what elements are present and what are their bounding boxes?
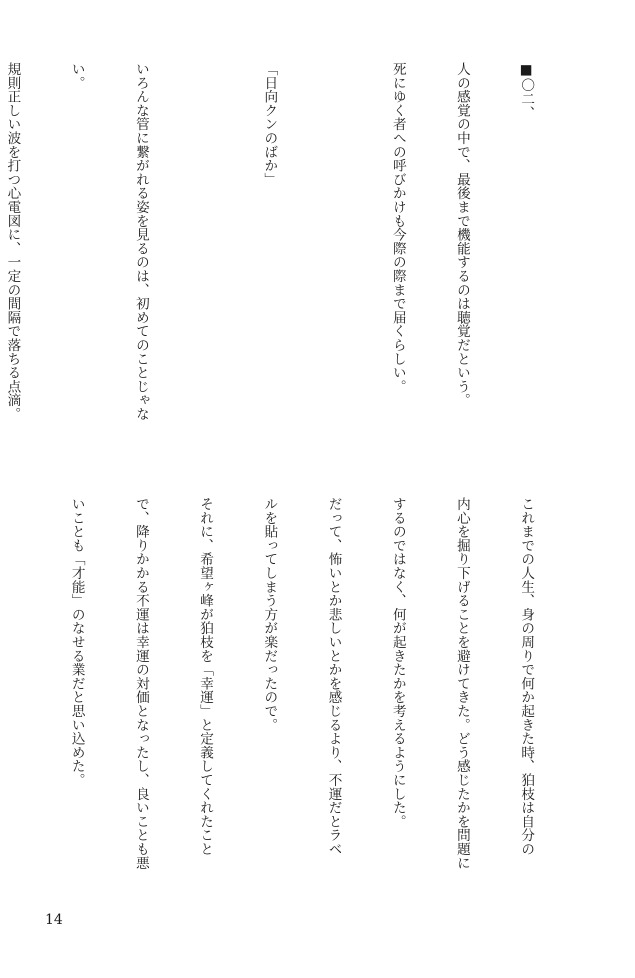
text-line: 死にゆく者への呼びかけも今際の際まで届くらしい。 <box>389 62 406 394</box>
section-heading: ■〇二、 <box>518 62 535 120</box>
text-line: 規則正しい波を打つ心電図に、一定の間隔で落ちる点滴。 <box>4 62 21 421</box>
lower-text-tier <box>49 497 579 892</box>
text-line: いことも「才能」のなせる業だと思い込めた。 <box>68 497 85 787</box>
text-line: するのではなく、何が起きたかを考えるようにした。 <box>389 497 406 829</box>
page-number: 14 <box>45 912 63 928</box>
upper-text-tier <box>4 62 579 457</box>
dialogue-line: 「日向クンのばか」 <box>261 62 278 187</box>
text-line: いろんな管に繋がれる姿を見るのは、初めてのことじゃな <box>132 62 149 421</box>
blank-line <box>1 497 22 892</box>
text-line: それに、希望ヶ峰が狛枝を「幸運」と定義してくれたこと <box>197 497 214 856</box>
text-line: ルを貼ってしまう方が楽だったので。 <box>261 497 278 732</box>
text-line: これまでの人生、身の周りで何か起きた時、狛枝は自分の <box>518 497 535 856</box>
text-line: 人の感覚の中で、最後まで機能するのは聴覚だという。 <box>453 62 470 407</box>
text-line: で、降りかかる不運は幸運の対価となったし、良いことも悪 <box>132 497 149 870</box>
text-line: い。 <box>68 62 85 90</box>
blank-line <box>194 62 215 457</box>
text-line: だって、怖いとか悲しいとかを感じるより、不運だとラベ <box>325 497 342 856</box>
text-line: 内心を掘り下げることを避けてきた。どう感じたかを問題に <box>453 497 470 870</box>
blank-line <box>322 62 343 457</box>
